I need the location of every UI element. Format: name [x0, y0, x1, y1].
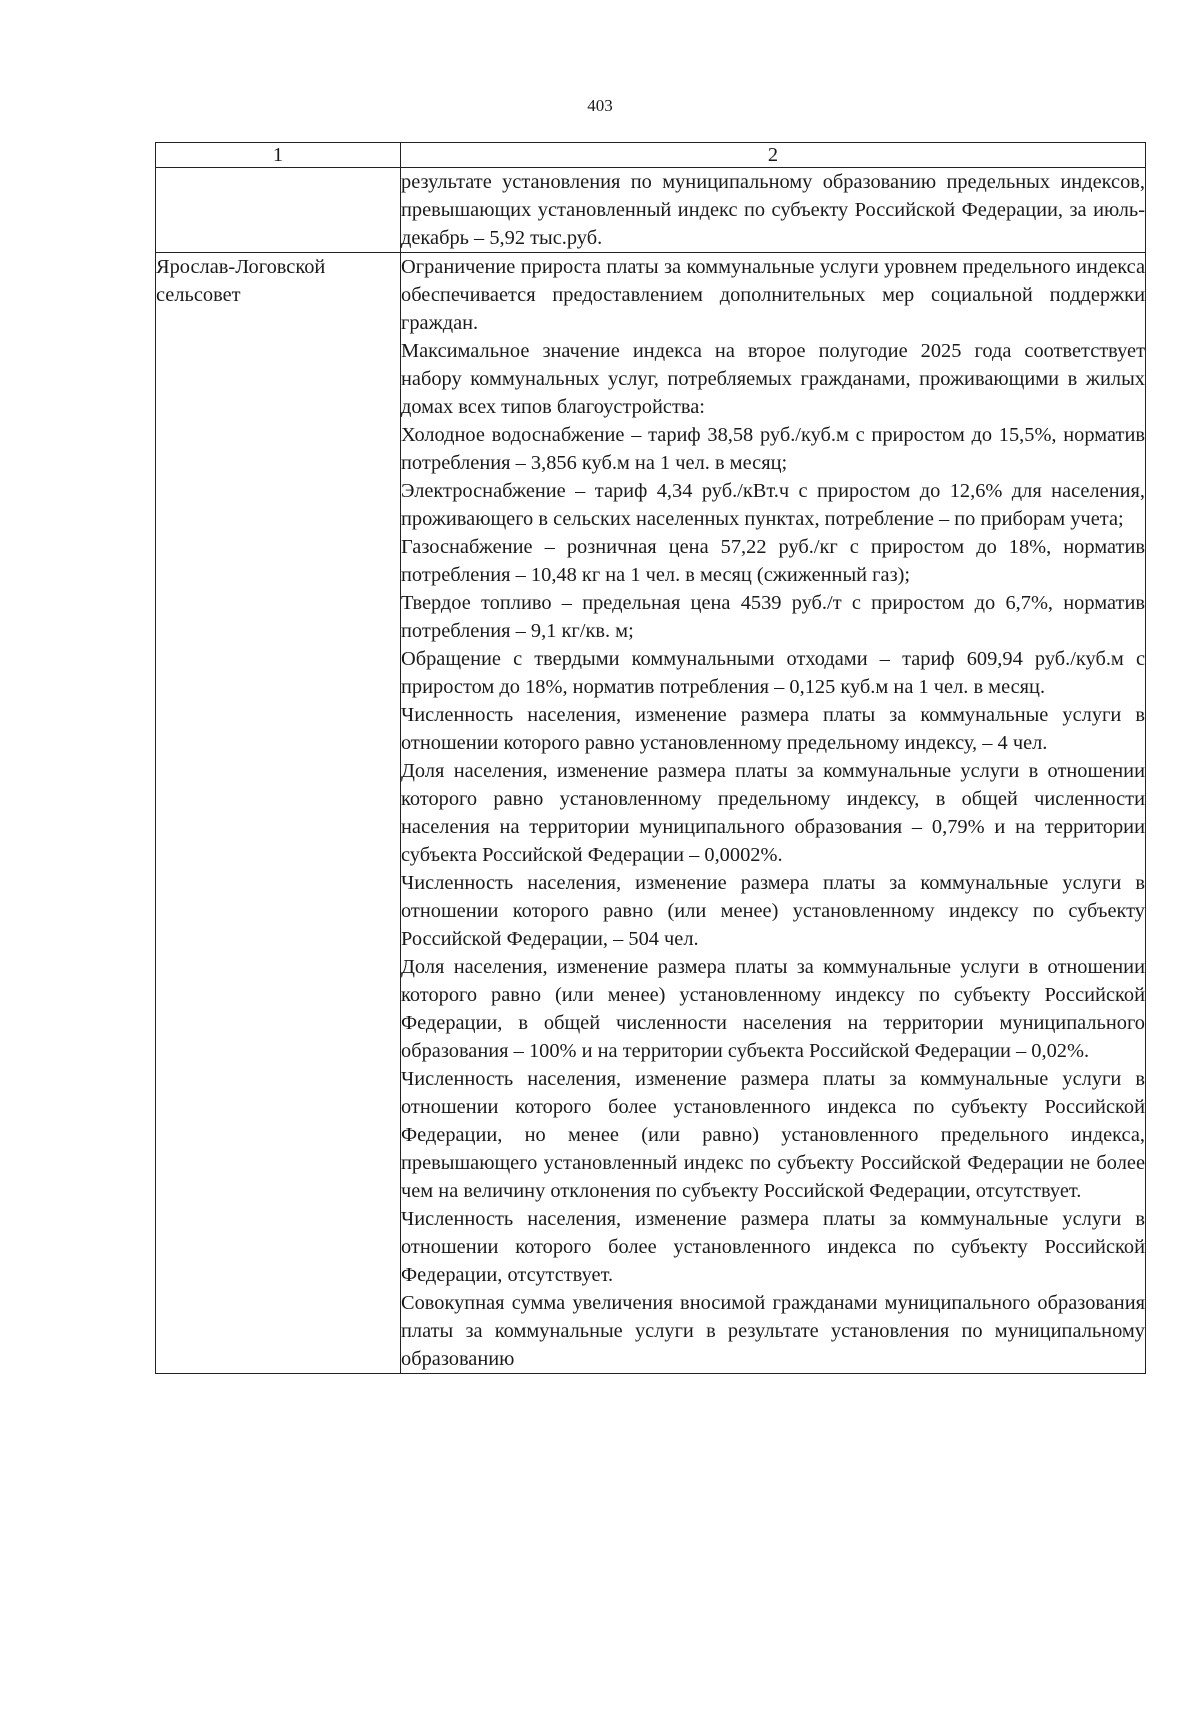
- paragraph: Газоснабжение – розничная цена 57,22 руб./кг с приростом до 18%, норматив потребления – 10,48 кг на 1 чел. в месяц (сжиженный газ);: [401, 536, 1145, 586]
- page-number: 403: [587, 96, 613, 115]
- paragraph: Совокупная сумма увеличения вносимой гражданами муниципального образования платы за коммунальные услуги в результате установления по муниципальному образованию: [401, 1292, 1145, 1370]
- row-subject-cell: [156, 168, 401, 253]
- paragraph: Численность населения, изменение размера платы за коммунальные услуги в отношении которого более установленного индекса по субъекту Российской Федерации, но менее (или равно) установленного предельного индекса, превышающего установленный индекс по субъекту Российской Федерации не более чем на величину отклонения по субъекту Российской Федерации, отсутствует.: [401, 1068, 1145, 1202]
- paragraph: Численность населения, изменение размера платы за коммунальные услуги в отношении которого более установленного индекса по субъекту Российской Федерации, отсутствует.: [401, 1208, 1145, 1286]
- municipality-name-cell: Ярослав-Логовской сельсовет: [156, 253, 401, 1374]
- paragraph: Численность населения, изменение размера платы за коммунальные услуги в отношении которого равно (или менее) установленному индексу по субъекту Российской Федерации, – 504 чел.: [401, 872, 1145, 950]
- paragraph: Численность населения, изменение размера платы за коммунальные услуги в отношении которого равно установленному предельному индексу, – 4 чел.: [401, 704, 1145, 754]
- table-row: [156, 168, 1146, 253]
- table-header-row: [156, 143, 1146, 168]
- paragraph: Максимальное значение индекса на второе полугодие 2025 года соответствует набору коммунальных услуг, потребляемых гражданами, проживающими в жилых домах всех типов благоустройства:: [401, 340, 1145, 418]
- document-table: [155, 142, 1146, 1374]
- paragraph: Электроснабжение – тариф 4,34 руб./кВт.ч с приростом до 12,6% для населения, проживающего в сельских населенных пунктах, потребление – по приборам учета;: [401, 480, 1145, 530]
- row-content-cell: [401, 253, 1146, 1374]
- paragraph: Доля населения, изменение размера платы за коммунальные услуги в отношении которого равно установленному предельному индексу, в общей численности населения на территории муниципального образования – 0,79% и на территории субъекта Российской Федерации – 0,0002%.: [401, 760, 1145, 866]
- paragraph: Обращение с твердыми коммунальными отходами – тариф 609,94 руб./куб.м с приростом до 18%, норматив потребления – 0,125 куб.м на 1 чел. в месяц.: [401, 648, 1145, 698]
- column-header-1: 1: [156, 143, 401, 168]
- row-content-cell: [401, 168, 1146, 253]
- paragraph: Доля населения, изменение размера платы за коммунальные услуги в отношении которого равно (или менее) установленному индексу по субъекту Российской Федерации, в общей численности населения на территории муниципального образования – 100% и на территории субъекта Российской Федерации – 0,02%.: [401, 956, 1145, 1062]
- paragraph: Холодное водоснабжение – тариф 38,58 руб./куб.м с приростом до 15,5%, норматив потребления – 3,856 куб.м на 1 чел. в месяц;: [401, 424, 1145, 474]
- paragraph: Твердое топливо – предельная цена 4539 руб./т с приростом до 6,7%, норматив потребления – 9,1 кг/кв. м;: [401, 592, 1145, 642]
- column-header-2: 2: [401, 143, 1146, 168]
- table-row: [156, 253, 1146, 1374]
- paragraph: Ограничение прироста платы за коммунальные услуги уровнем предельного индекса обеспечивается предоставлением дополнительных мер социальной поддержки граждан.: [401, 256, 1145, 334]
- paragraph: результате установления по муниципальному образованию предельных индексов, превышающих установленный индекс по субъекту Российской Федерации, за июль-декабрь – 5,92 тыс.руб.: [401, 171, 1145, 249]
